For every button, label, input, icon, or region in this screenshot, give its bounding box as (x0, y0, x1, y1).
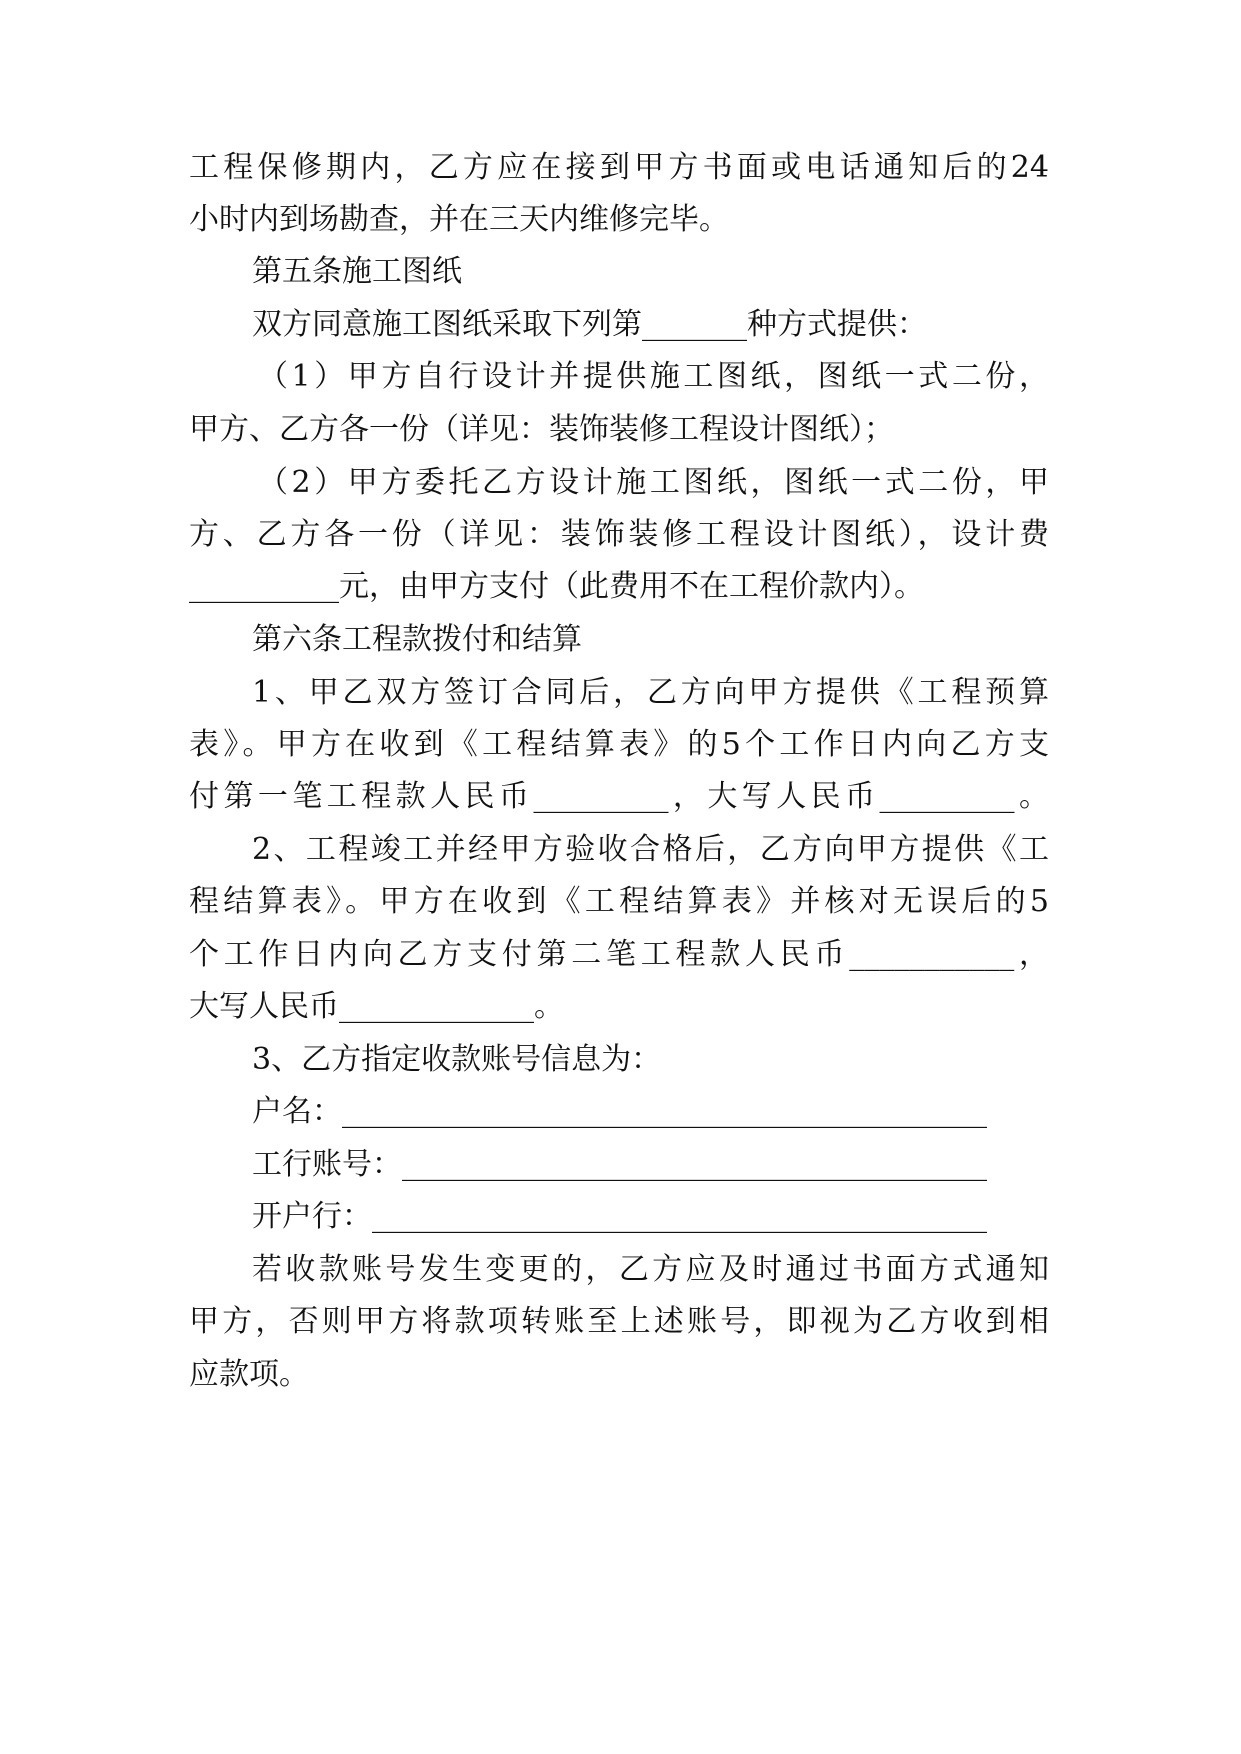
section-heading: 第五条施工图纸 (252, 254, 462, 289)
text-line: 方、乙方各一份（详见：装饰装修工程设计图纸），设计费 (189, 517, 1049, 552)
text-line: 程结算表》。甲方在收到《工程结算表》并核对无误后的5 (189, 884, 1049, 919)
text-line: 3、乙方指定收款账号信息为： (252, 1042, 662, 1077)
text-line: 付第一笔工程款人民币_________，大写人民币_________。 (189, 779, 1049, 814)
text-line: 甲方、乙方各一份（详见：装饰装修工程设计图纸）； (189, 412, 894, 447)
text-line: 个工作日内向乙方支付第二笔工程款人民币___________， (189, 937, 1049, 972)
text-line: （2）甲方委托乙方设计施工图纸，图纸一式二份，甲 (258, 465, 1049, 500)
text-line: 甲方，否则甲方将款项转账至上述账号，即视为乙方收到相 (189, 1304, 1049, 1339)
text-line: 双方同意施工图纸采取下列第_______种方式提供： (252, 307, 927, 342)
text-line: 工程保修期内，乙方应在接到甲方书面或电话通知后的24 (189, 150, 1049, 185)
text-line: 表》。甲方在收到《工程结算表》的5个工作日内向乙方支 (189, 727, 1049, 762)
text-line: 2、工程竣工并经甲方验收合格后，乙方向甲方提供《工 (252, 832, 1049, 867)
section-heading: 第六条工程款拨付和结算 (252, 622, 582, 657)
text-line: __________元，由甲方支付（此费用不在工程价款内）。 (189, 569, 924, 604)
text-line: 若收款账号发生变更的，乙方应及时通过书面方式通知 (252, 1252, 1049, 1287)
bank-line: 开户行：_________________________________________ (252, 1199, 987, 1234)
text-line: 大写人民币_____________。 (189, 989, 564, 1024)
account-name-line: 户名：___________________________________________ (252, 1094, 987, 1129)
text-line: 1、甲乙双方签订合同后，乙方向甲方提供《工程预算 (252, 675, 1049, 710)
account-number-line: 工行账号：_______________________________________ (252, 1147, 987, 1182)
text-line: 小时内到场勘查，并在三天内维修完毕。 (189, 202, 729, 237)
text-line: （1）甲方自行设计并提供施工图纸，图纸一式二份， (258, 359, 1049, 394)
text-line: 应款项。 (189, 1357, 309, 1392)
